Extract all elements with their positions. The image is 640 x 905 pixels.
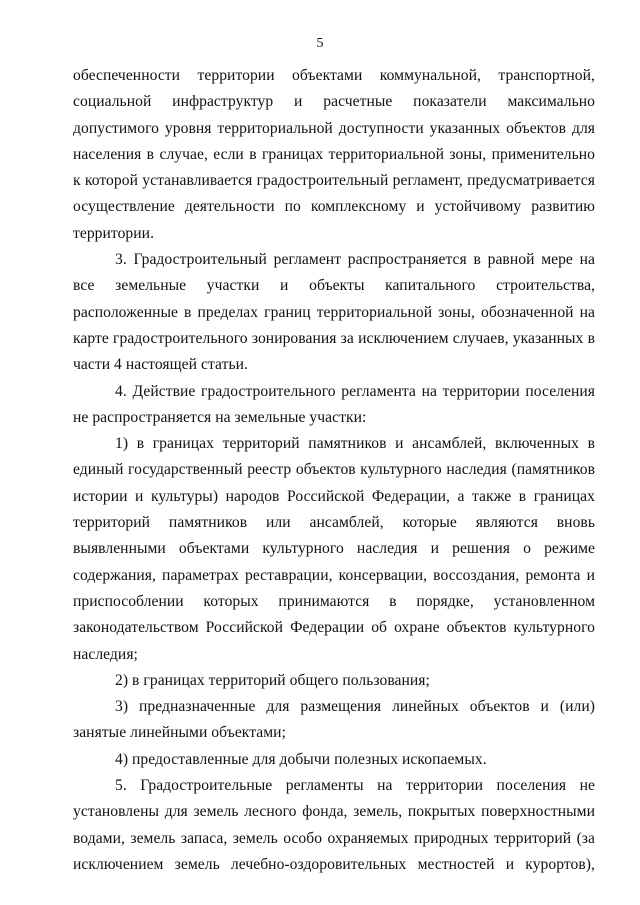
paragraph-item-5: 5. Градостроительные регламенты на территории поселения не установлены для земель лесного фонда, земель, покрытых поверхностными водами, земель запаса, земель особо охраняемых природных территорий (за исключением земель лечебно-оздоровительных местностей и курортов), [73,777,595,873]
page-number: 5 [316,36,324,51]
paragraph-continuation: обеспеченности территории объектами коммунальной, транспортной, социальной инфраструктур и расчетные показатели максимально допустимого уровня территориальной доступности указанных объектов для населения в случае, если в границах территориальной зоны, применительно к которой устанавливается градостроительный регламент, предусматривается осуществление деятельности по комплексному и устойчивому развитию территории. [73,67,595,242]
paragraph-item-4: 4. Действие градостроительного регламента на территории поселения не распространяется на земельные участки: [73,382,595,426]
subparagraph-4: 4) предоставленные для добычи полезных ископаемых. [115,750,487,768]
document-body [73,63,595,878]
subparagraph-1: 1) в границах территорий памятников и ансамблей, включенных в единый государственный реестр объектов культурного наследия (памятников истории и культуры) народов Российской Федерации, а также в границах территорий памятников или ансамблей, которые являются вновь выявленными объектами культурного наследия и решения о режиме содержания, параметрах реставрации, консервации, воссоздания, ремонта и приспособлении которых принимаются в порядке, установленном законодательством Российской Федерации об охране объектов культурного наследия; [73,435,595,663]
subparagraph-3: 3) предназначенные для размещения линейных объектов и (или) занятые линейными объектами; [73,698,595,742]
subparagraph-2: 2) в границах территорий общего пользования; [115,671,430,689]
paragraph-item-3: 3. Градостроительный регламент распространяется в равной мере на все земельные участки и объекты капитального строительства, расположенные в пределах границ территориальной зоны, обозначенной на карте градостроительного зонирования за исключением случаев, указанных в части 4 настоящей статьи. [73,251,595,374]
